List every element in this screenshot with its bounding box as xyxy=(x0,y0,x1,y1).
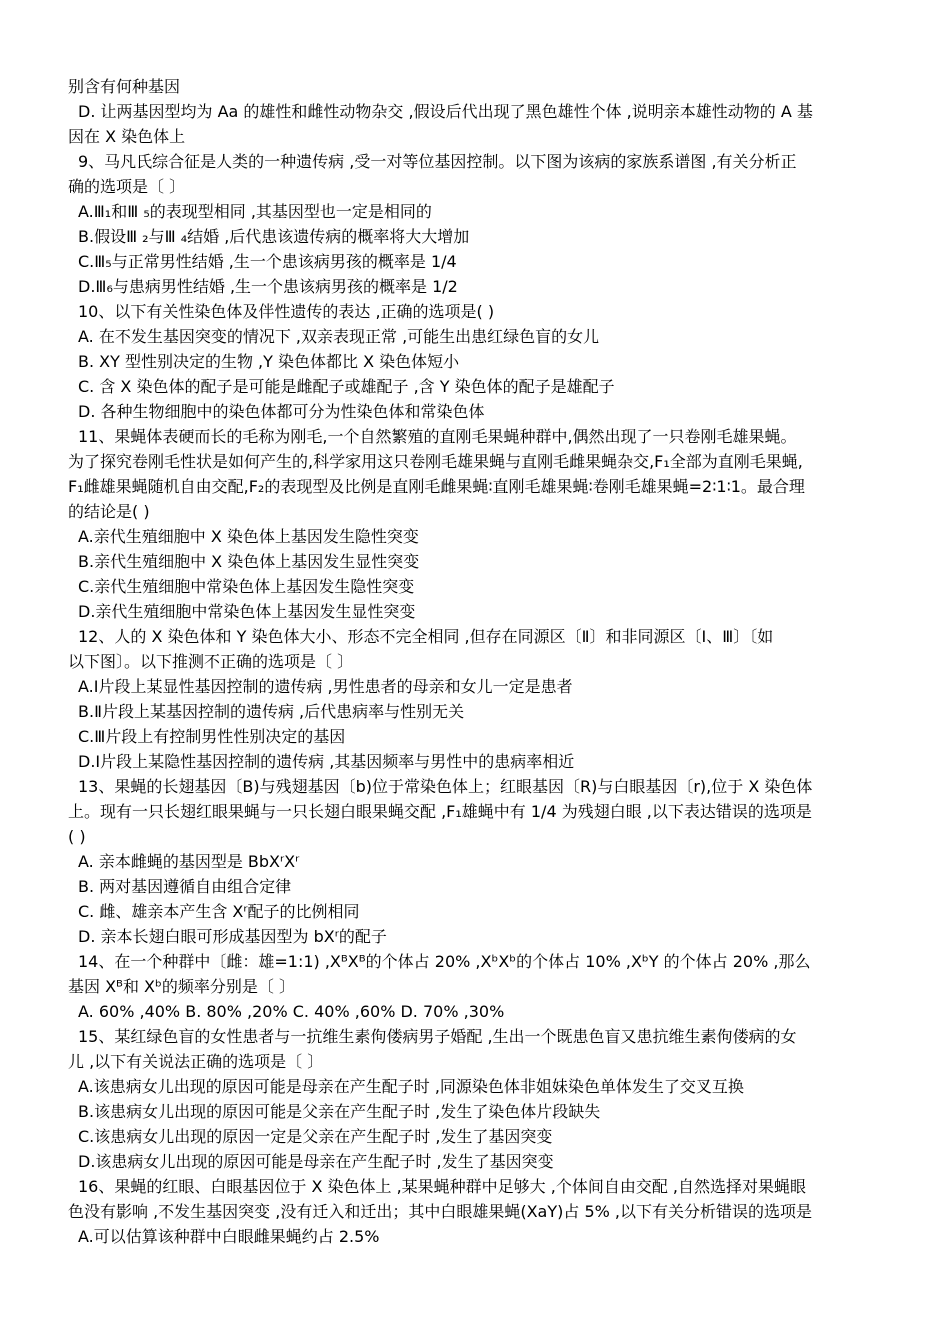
text-line: A. 60% ,40% B. 80% ,20% C. 40% ,60% D. 70% ,30% xyxy=(78,1002,505,1021)
text-line: D.Ⅰ片段上某隐性基因控制的遗传病 ,其基因频率与男性中的患病率相近 xyxy=(78,752,575,771)
text-line: C.该患病女儿出现的原因一定是父亲在产生配子时 ,发生了基因突变 xyxy=(78,1127,553,1146)
text-line: B. XY 型性别决定的生物 ,Y 染色体都比 X 染色体短小 xyxy=(78,352,460,371)
text-line: D. 亲本长翅白眼可形成基因型为 bXʳ的配子 xyxy=(78,927,387,946)
text-line: C. 含 X 染色体的配子是可能是雌配子或雄配子 ,含 Y 染色体的配子是雄配子 xyxy=(78,377,615,396)
text-line: D.亲代生殖细胞中常染色体上基因发生显性突变 xyxy=(78,602,416,621)
text-line: 确的选项是〔 〕 xyxy=(68,177,186,196)
text-line: 12、人的 X 染色体和 Y 染色体大小、形态不完全相同 ,但存在同源区〔Ⅱ〕和非同源区〔Ⅰ、Ⅲ〕〔如 xyxy=(78,627,774,646)
text-line: A.Ⅰ片段上某显性基因控制的遗传病 ,男性患者的母亲和女儿一定是患者 xyxy=(78,677,573,696)
text-line: 别含有何种基因 xyxy=(68,77,181,96)
text-line: B.假设Ⅲ ₂与Ⅲ ₄结婚 ,后代患该遗传病的概率将大大增加 xyxy=(78,227,470,246)
text-line: 基因 Xᴮ和 Xᵇ的频率分别是〔 〕 xyxy=(68,977,295,996)
text-line: A. 在不发生基因突变的情况下 ,双亲表现正常 ,可能生出患红绿色盲的女儿 xyxy=(78,327,600,346)
text-line: 14、在一个种群中〔雌：雄=1:1) ,XᴮXᴮ的个体占 20% ,XᵇXᵇ的个体占 10% ,XᵇY 的个体占 20% ,那么 xyxy=(78,952,811,971)
text-line: C.Ⅲ片段上有控制男性性别决定的基因 xyxy=(78,727,346,746)
text-line: 9、马凡氏综合征是人类的一种遗传病 ,受一对等位基因控制。以下图为该病的家族系谱图 ,有关分析正 xyxy=(78,152,797,171)
text-line: 上。现有一只长翅红眼果蝇与一只长翅白眼果蝇交配 ,F₁雄蝇中有 1/4 为残翅白眼 ,以下表达错误的选项是 xyxy=(68,802,812,821)
text-line: F₁雌雄果蝇随机自由交配,F₂的表现型及比例是直刚毛雌果蝇∶直刚毛雄果蝇∶卷刚毛雄果蝇=2∶1∶1。最合理 xyxy=(68,477,805,496)
text-line: 为了探究卷刚毛性状是如何产生的,科学家用这只卷刚毛雄果蝇与直刚毛雌果蝇杂交,F₁全部为直刚毛果蝇, xyxy=(68,452,803,471)
text-line: ( ) xyxy=(68,827,86,846)
text-line: 的结论是( ) xyxy=(68,502,150,521)
text-line: 11、果蝇体表硬而长的毛称为刚毛,一个自然繁殖的直刚毛果蝇种群中,偶然出现了一只卷刚毛雄果蝇。 xyxy=(78,427,797,446)
text-line: C.亲代生殖细胞中常染色体上基因发生隐性突变 xyxy=(78,577,415,596)
text-line: D. 各种生物细胞中的染色体都可分为性染色体和常染色体 xyxy=(78,402,485,421)
text-line: 13、果蝇的长翅基因〔B)与残翅基因〔b)位于常染色体上；红眼基因〔R)与白眼基因〔r),位于 X 染色体 xyxy=(78,777,813,796)
text-line: A.亲代生殖细胞中 X 染色体上基因发生隐性突变 xyxy=(78,527,419,546)
text-line: 色没有影响 ,不发生基因突变 ,没有迁入和迁出；其中白眼雄果蝇(XaY)占 5% ,以下有关分析错误的选项是 xyxy=(68,1202,813,1221)
text-line: 15、某红绿色盲的女性患者与一抗维生素佝偻病男子婚配 ,生出一个既患色盲又患抗维生素佝偻病的女 xyxy=(78,1027,797,1046)
text-line: 儿 ,以下有关说法正确的选项是〔 〕 xyxy=(68,1052,324,1071)
text-line: 10、以下有关性染色体及伴性遗传的表达 ,正确的选项是( ) xyxy=(78,302,495,321)
text-line: 16、果蝇的红眼、白眼基因位于 X 染色体上 ,某果蝇种群中足够大 ,个体间自由交配 ,自然选择对果蝇眼 xyxy=(78,1177,807,1196)
text-line: C. 雌、雄亲本产生含 Xʳ配子的比例相同 xyxy=(78,902,360,921)
text-line: A.Ⅲ₁和Ⅲ ₅的表现型相同 ,其基因型也一定是相同的 xyxy=(78,202,432,221)
text-line: B. 两对基因遵循自由组合定律 xyxy=(78,877,292,896)
document-body xyxy=(68,74,883,1249)
text-line: A.该患病女儿出现的原因可能是母亲在产生配子时 ,同源染色体非姐妹染色单体发生了交叉互换 xyxy=(78,1077,744,1096)
text-line: D.该患病女儿出现的原因可能是母亲在产生配子时 ,发生了基因突变 xyxy=(78,1152,554,1171)
text-line: A.可以估算该种群中白眼雌果蝇约占 2.5% xyxy=(78,1227,380,1246)
text-line: 因在 X 染色体上 xyxy=(68,127,186,146)
text-line: B.Ⅱ片段上某基因控制的遗传病 ,后代患病率与性别无关 xyxy=(78,702,465,721)
text-line: 以下图〕。以下推测不正确的选项是〔 〕 xyxy=(68,652,354,671)
text-line: D. 让两基因型均为 Aa 的雄性和雌性动物杂交 ,假设后代出现了黑色雄性个体 ,说明亲本雄性动物的 A 基 xyxy=(78,102,813,121)
text-line: B.该患病女儿出现的原因可能是父亲在产生配子时 ,发生了染色体片段缺失 xyxy=(78,1102,601,1121)
text-line: B.亲代生殖细胞中 X 染色体上基因发生显性突变 xyxy=(78,552,420,571)
text-line: C.Ⅲ₅与正常男性结婚 ,生一个患该病男孩的概率是 1/4 xyxy=(78,252,457,271)
text-line: D.Ⅲ₆与患病男性结婚 ,生一个患该病男孩的概率是 1/2 xyxy=(78,277,458,296)
text-line: A. 亲本雌蝇的基因型是 BbXʳXʳ xyxy=(78,852,300,871)
